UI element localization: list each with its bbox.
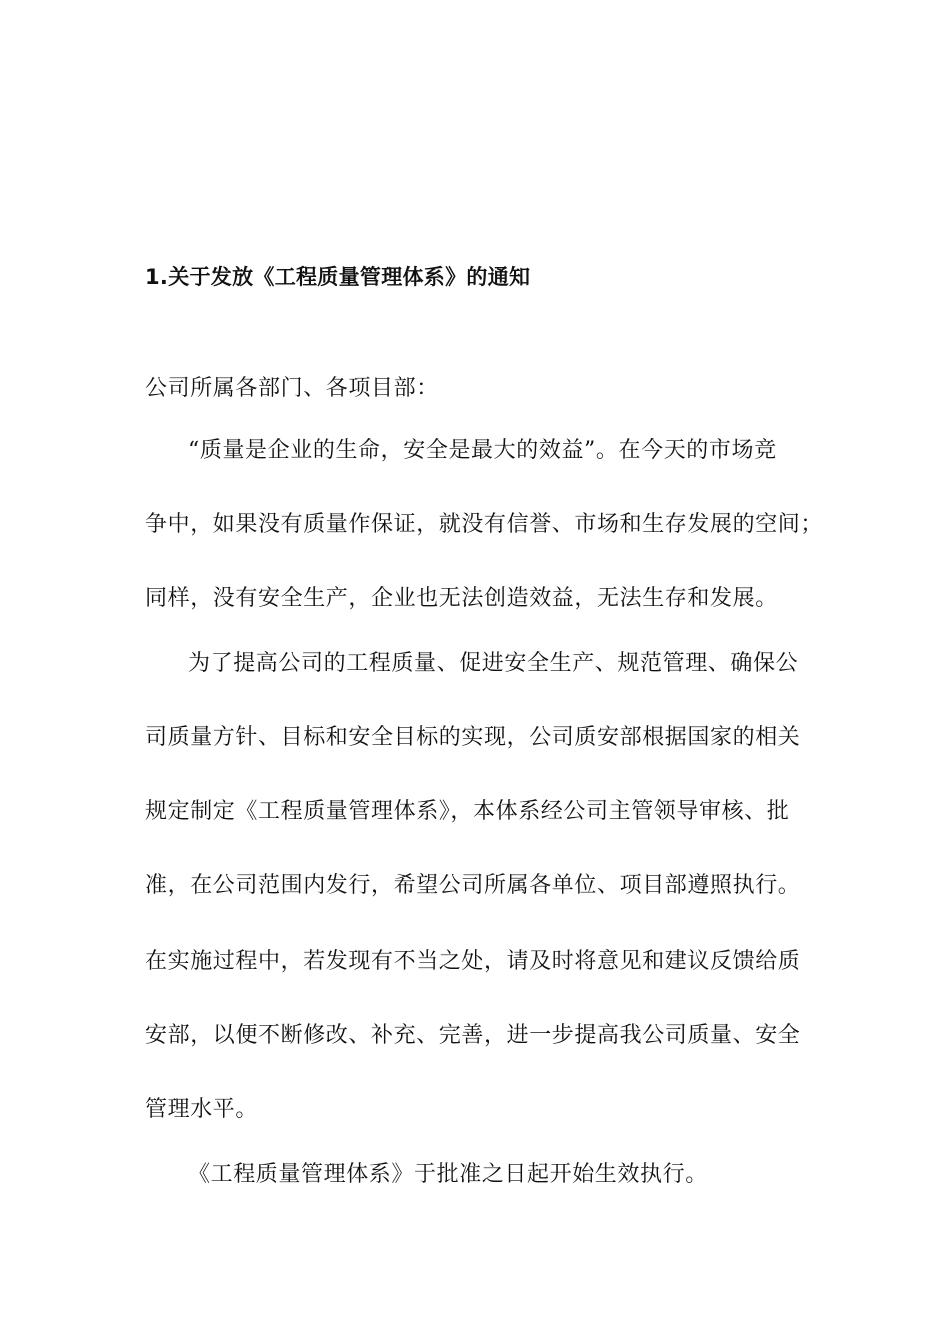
paragraph-1-line-1: “质量是企业的生命，安全是最大的效益”。在今天的市场竞 xyxy=(188,438,777,463)
salutation: 公司所属各部门、各项目部： xyxy=(145,376,439,401)
paragraph-2-line-7: 管理水平。 xyxy=(145,1097,259,1122)
paragraph-3-line-1: 《工程质量管理体系》于批准之日起开始生效执行。 xyxy=(188,1162,708,1187)
paragraph-2-line-5: 在实施过程中，若发现有不当之处，请及时将意见和建议反馈给质 xyxy=(145,949,801,974)
paragraph-2-line-2: 司质量方针、目标和安全目标的实现，公司质安部根据国家的相关 xyxy=(145,725,801,750)
paragraph-2-line-4: 准，在公司范围内发行，希望公司所属各单位、项目部遵照执行。 xyxy=(145,873,801,898)
document-title: 1.关于发放《工程质量管理体系》的通知 xyxy=(145,265,531,289)
paragraph-2-line-1: 为了提高公司的工程质量、促进安全生产、规范管理、确保公 xyxy=(188,651,799,676)
paragraph-2-line-3: 规定制定《工程质量管理体系》，本体系经公司主管领导审核、批 xyxy=(145,799,790,824)
paragraph-2-line-6: 安部，以便不断修改、补充、完善，进一步提高我公司质量、安全 xyxy=(145,1023,801,1048)
paragraph-1-line-2: 争中，如果没有质量作保证，就没有信誉、市场和生存发展的空间； xyxy=(145,512,824,537)
paragraph-1-line-3: 同样，没有安全生产，企业也无法创造效益，无法生存和发展。 xyxy=(145,586,778,611)
